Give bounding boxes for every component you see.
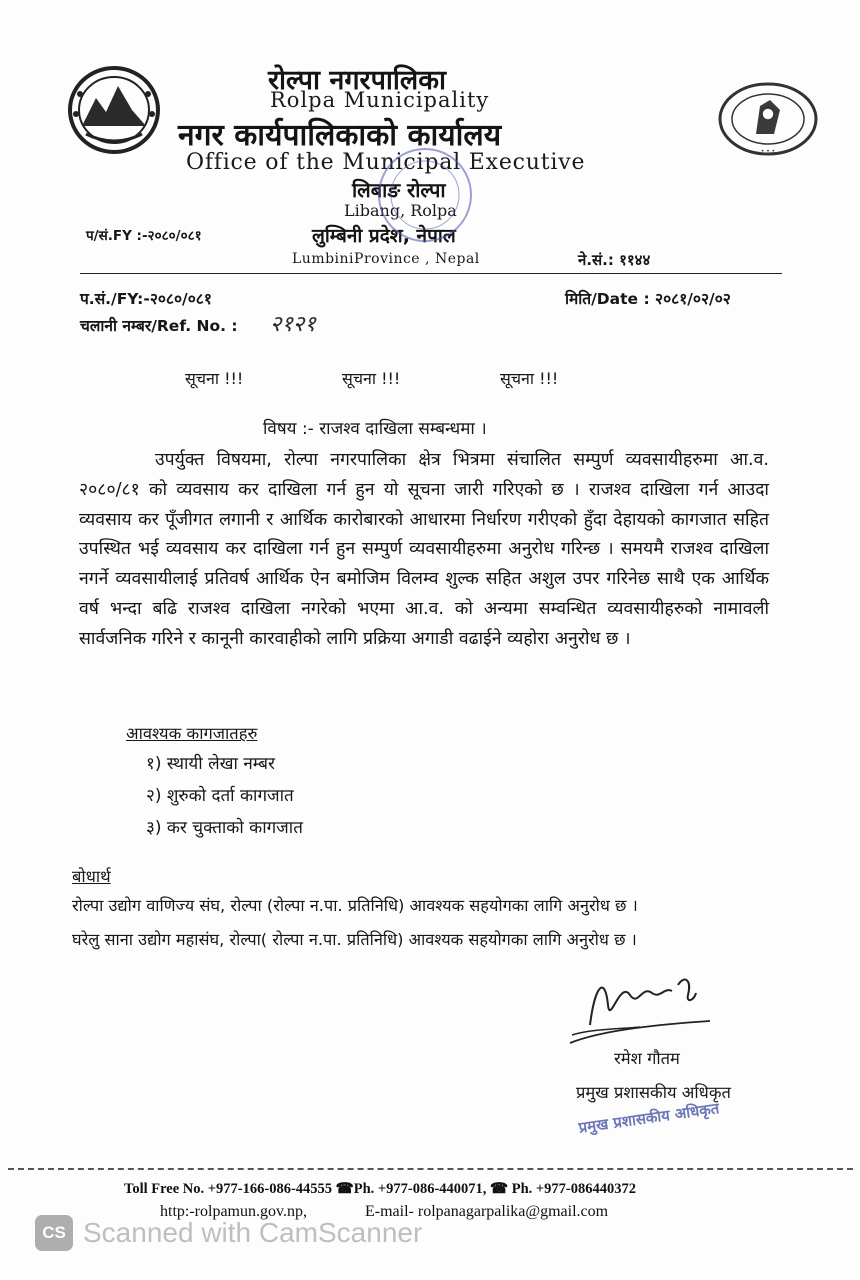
subject-line: विषय :- राजश्व दाखिला सम्बन्धमा । (263, 419, 487, 439)
svg-text:• • •: • • • (760, 148, 776, 155)
camscanner-logo-icon: CS (35, 1215, 73, 1251)
footer-email: E-mail- rolpanagarpalika@gmail.com (365, 1203, 609, 1220)
cc-heading: बोधार्थ (72, 867, 111, 886)
ref-value: २१२१ (270, 312, 316, 337)
province-en: LumbiniProvince , Nepal (292, 251, 480, 267)
office-name-np: नगर कार्यपालिकाको कार्यालय (178, 118, 502, 153)
requirements-heading: आवश्यक कागजातहरु (126, 724, 258, 743)
notice-word-1: सूचना !!! (185, 369, 244, 388)
footer-phones: Toll Free No. +977-166-086-44555 ☎Ph. +977-086-440071, ☎ Ph. +977-086440372 (124, 1181, 636, 1197)
receipt-stamp (370, 140, 480, 250)
requirement-item: ३) कर चुक्ताको कागजात (146, 818, 303, 838)
notice-word-2: सूचना !!! (342, 369, 401, 388)
ref-label: चलानी नम्बर/Ref. No. : (80, 317, 238, 335)
fiscal-year: प.सं./FY:-२०८०/०८१ (80, 290, 212, 308)
camscanner-text: Scanned with CamScanner (83, 1217, 423, 1248)
municipality-seal-logo (716, 80, 820, 158)
province-np: लुम्बिनी प्रदेश, नेपाल (312, 225, 456, 247)
letter-date: मिति/Date : २०८१/०२/०२ (565, 290, 731, 308)
handwritten-signature (560, 965, 720, 1055)
header-rule (80, 273, 782, 274)
nepal-emblem-logo (66, 64, 162, 156)
place-en: Libang, Rolpa (344, 201, 457, 220)
requirement-item: १) स्थायी लेखा नम्बर (146, 754, 275, 774)
signatory-designation: प्रमुख प्रशासकीय अधिकृत (576, 1083, 731, 1102)
cc-line: रोल्पा उद्योग वाणिज्य संघ, रोल्पा (रोल्पा न.पा. प्रतिनिधि) आवश्यक सहयोगका लागि अनुरोध छ । (72, 896, 638, 915)
requirement-item: २) शुरुको दर्ता कागजात (146, 786, 294, 806)
nepal-sambat: ने.सं.: ११४४ (578, 251, 651, 269)
cc-line: घरेलु साना उद्योग महासंघ, रोल्पा( रोल्पा न.पा. प्रतिनिधि) आवश्यक सहयोगका लागि अनुरोध छ । (72, 930, 637, 949)
camscanner-watermark (35, 1214, 422, 1252)
designation-stamp: प्रमुख प्रशासकीय अधिकृत (577, 1099, 721, 1137)
office-name-en: Office of the Municipal Executive (186, 150, 586, 175)
footer-divider (8, 1168, 853, 1170)
fy-left: प/सं.FY :-२०८०/०८१ (86, 228, 202, 244)
municipality-name-en: Rolpa Municipality (270, 88, 490, 112)
place-np: लिबाङ रोल्पा (352, 178, 446, 202)
municipality-name-np: रोल्पा नगरपालिका (268, 65, 446, 96)
body-paragraph: उपर्युक्त विषयमा, रोल्पा नगरपालिका क्षेत्र भित्रमा संचालित सम्पुर्ण व्यवसायीहरुमा आ.व. २०८०/८१ को व्यवसाय कर दाखिला गर्न हुन यो सूचना जारी गरिएको छ । राजश्व दाखिला गर्न आउदा व्यवसाय कर पूँजीगत लगानी र आर्थिक कारोबारको आधारमा निर्धारण गरीएको हुँदा देहायको कागजात सहित उपस्थित भई व्यवसाय कर दाखिला गर्न हुन सम्पुर्ण व्यवसायीहरुमा अनुरोध गरिन्छ । समयमै राजश्व दाखिला नगर्ने व्यवसायीलाई प्रतिवर्ष आर्थिक ऐन बमोजिम विलम्व शुल्क सहित अशुल उपर गरिनेछ साथै एक आर्थिक वर्ष भन्दा बढि राजश्व दाखिला नगरेको भएमा आ.व. को अन्यमा सम्वन्धित व्यवसायीहरुको नामावली सार्वजनिक गरिने र कानूनी कारवाहीको लागि प्रक्रिया अगाडी वढाईने व्यहोरा अनुरोध छ । (79, 450, 769, 649)
footer-website: http:-rolpamun.gov.np, (160, 1203, 307, 1220)
signatory-name: रमेश गौतम (614, 1049, 680, 1068)
notice-word-3: सूचना !!! (500, 369, 559, 388)
